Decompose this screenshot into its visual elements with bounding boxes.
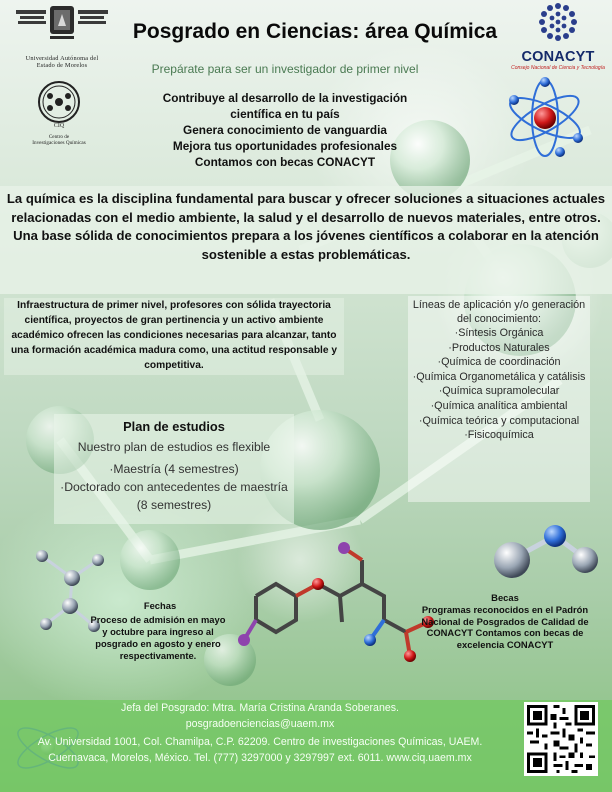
list-item: ·Síntesis Orgánica <box>454 327 544 339</box>
footer-head: Jefa del Posgrado: Mtra. María Cristina Aranda Soberanes. <box>121 702 399 714</box>
becas-title: Becas <box>491 592 519 603</box>
ciq-emblem-icon <box>22 78 96 128</box>
list-item: ·Fisicoquímica <box>464 429 534 442</box>
plan-intro: Nuestro plan de estudios es flexible <box>77 440 271 454</box>
ciq-logo <box>22 78 96 146</box>
uaem-name <box>14 55 110 69</box>
highlight-item: Contamos con becas CONACYT <box>194 155 376 169</box>
highlight-item: científica en tu país <box>230 107 340 121</box>
footer-address-line1: Av. Universidad 1001, Col. Chamilpa, C.P. 62209. Centro de investigaciones Químicas, UAEM. <box>37 736 483 748</box>
uaem-logo <box>14 4 110 69</box>
ciq-name-line2: Investigaciones Químicas <box>32 140 86 146</box>
plan-list <box>54 460 294 514</box>
conacyt-emblem-icon <box>504 0 612 46</box>
list-item: ·Productos Naturales <box>448 341 550 354</box>
footer <box>0 700 612 792</box>
conacyt-logo <box>504 0 612 71</box>
uaem-emblem-icon <box>14 4 110 48</box>
uaem-name-line1: Universidad Autónoma del <box>25 55 99 62</box>
footer-address-line2: Cuernavaca, Morelos, México. Tel. (777) 3297000 y 3297997 ext. 6011. www.ciq.uaem.mx <box>48 752 472 764</box>
skeletal-molecule-center <box>244 548 428 656</box>
highlight-item: Contribuye al desarrollo de la investigación <box>162 91 408 105</box>
ciq-monogram: CIQ <box>53 123 65 128</box>
fechas-text: Proceso de admisión en mayo y octubre para ingreso al posgrado en agosto y enero respectivamente. <box>90 614 226 661</box>
list-item: ·Química de coordinación <box>437 356 561 369</box>
list-item: ·Química analítica ambiental <box>430 399 568 412</box>
ciq-name-line1: Centro de <box>48 134 70 140</box>
ciq-name <box>22 134 96 146</box>
lines-heading: Líneas de aplicación y/o generación del conocimiento: <box>412 299 586 325</box>
footer-email[interactable]: posgradoenciencias@uaem.mx <box>185 718 335 730</box>
list-item: ·Doctorado con antecedentes de maestría (8 semestres) <box>60 480 288 512</box>
list-item: ·Maestría (4 semestres) <box>109 462 239 476</box>
lines-list <box>408 326 590 443</box>
highlight-item: Genera conocimiento de vanguardia <box>183 123 387 137</box>
highlights-list <box>115 90 455 170</box>
becas-text: Programas reconocidos en el Padrón Nacional de Posgrados de Calidad de CONACYT Contamos con becas de excelencia CONACYT <box>421 604 589 650</box>
uaem-name-line2: Estado de Morelos <box>36 62 88 69</box>
highlight-item: Mejora tus oportunidades profesionales <box>172 139 398 153</box>
fechas-title: Fechas <box>143 600 177 611</box>
infrastructure-paragraph: Infraestructura de primer nivel, profesores con sólida trayectoria científica, proyectos de gran pertinencia y un activo ambiente académico ofrecen las condiciones necesarias para alcanzar, tanto una formación académica madura como, una actitud responsable y competitiva. <box>4 298 344 375</box>
conacyt-name: CONACYT <box>521 49 595 65</box>
ball-molecule-right <box>494 525 598 578</box>
page-subtitle: Prepárate para ser un investigador de primer nivel <box>151 62 419 76</box>
qr-code-icon <box>524 702 598 776</box>
list-item: ·Química supramolecular <box>438 385 560 398</box>
qr-code[interactable] <box>524 702 598 776</box>
list-item: ·Química teórica y computacional <box>418 414 580 427</box>
atom-spheres-center <box>238 542 434 662</box>
page-title: Posgrado en Ciencias: área Química <box>132 20 498 43</box>
intro-paragraph: La química es la disciplina fundamental para buscar y ofrecer soluciones a situaciones actuales relacionadas con el medio ambiente, la salud y el desarrollo de nuevos materiales, entre otros. Una base sólida de conocimientos prepara a los jóvenes científicos a colaborar en la atención sostenible a estas problemáticas. <box>6 191 606 262</box>
list-item: ·Química Organometálica y catálisis <box>412 370 586 383</box>
conacyt-subtitle: Consejo Nacional de Ciencia y Tecnología <box>511 65 605 71</box>
plan-title: Plan de estudios <box>123 419 225 434</box>
